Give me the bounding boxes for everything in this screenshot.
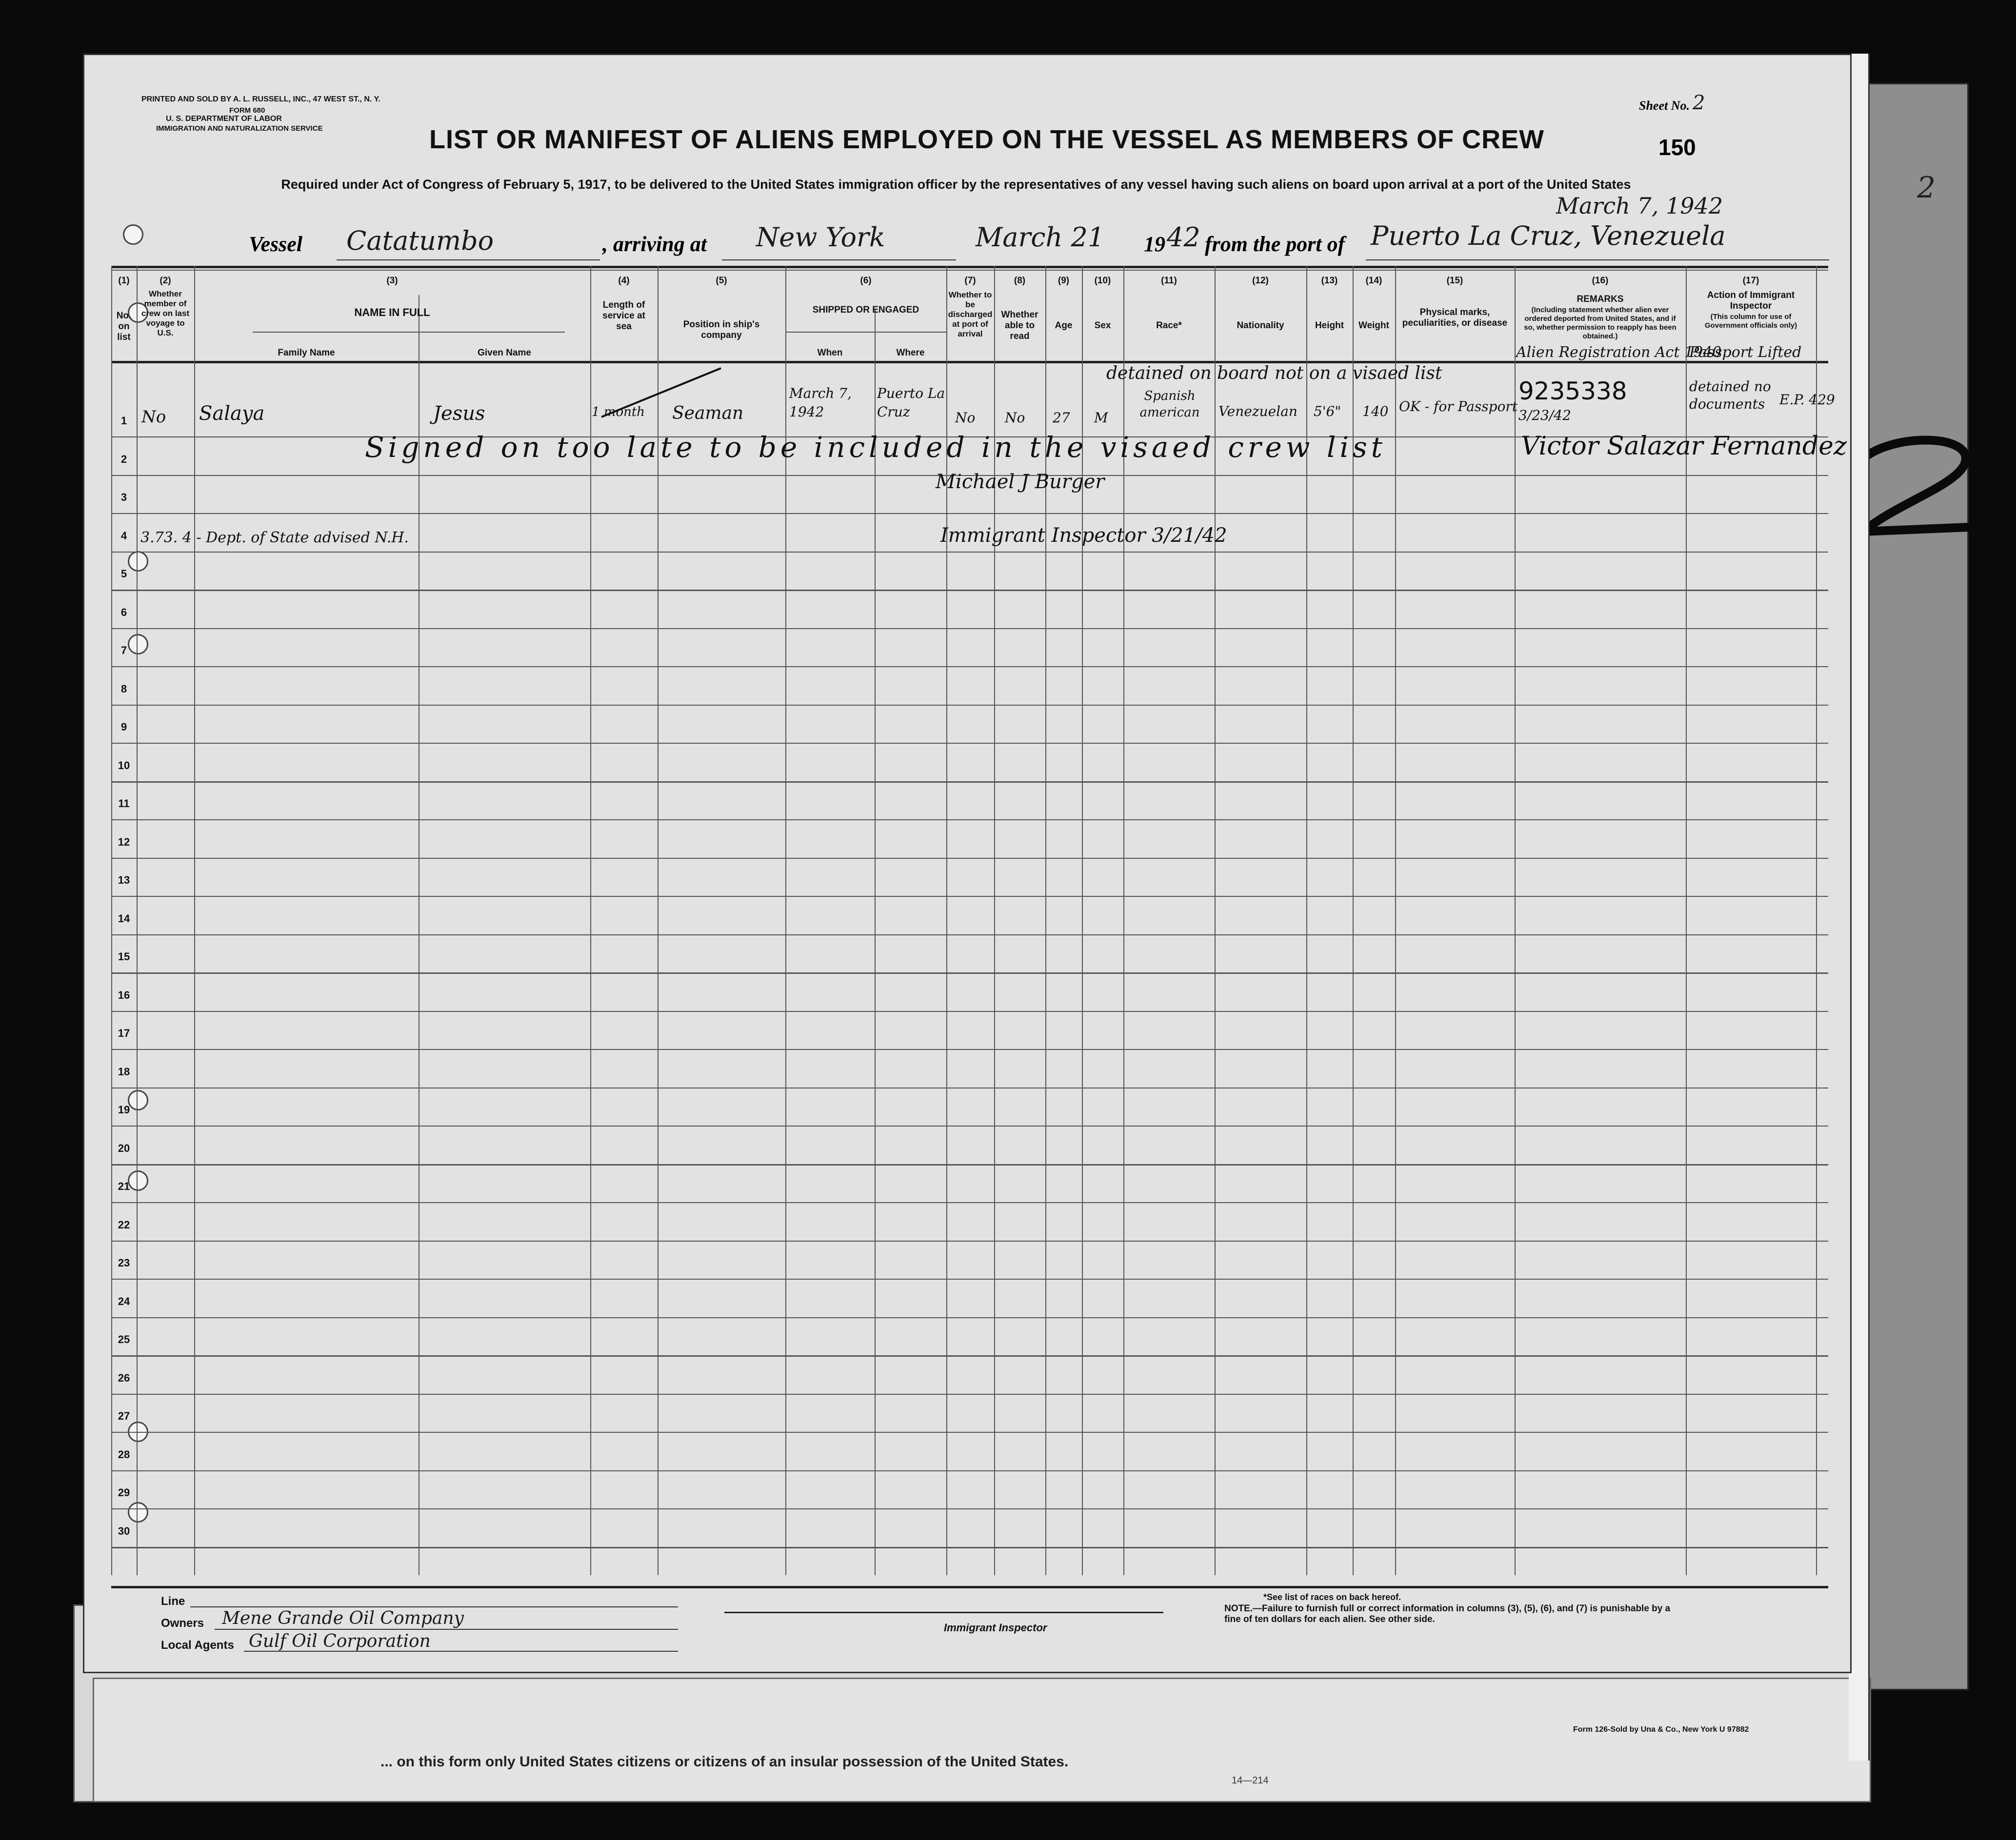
agents-underline: [244, 1651, 678, 1652]
departure-port: Puerto La Cruz, Venezuela: [1371, 220, 1726, 251]
handwritten-date: March 7, 1942: [1556, 193, 1723, 219]
col-line: [137, 266, 138, 1575]
row-rule: [111, 1432, 1828, 1433]
col12-number: (12): [1252, 276, 1269, 286]
row-rule: [111, 1547, 1828, 1548]
col16-subtext: (Including statement whether alien ever ordered deported from United States, and if so, whether permission to reapply has been obtained.): [1524, 306, 1677, 340]
col17-label: Action of Immigrant Inspector: [1707, 290, 1795, 311]
row-number: 23: [118, 1257, 130, 1269]
col-line: [1395, 266, 1396, 1575]
col14-label: Weight: [1358, 320, 1389, 331]
agents-label: Local Agents: [161, 1639, 234, 1652]
col6-number: (6): [860, 276, 872, 286]
row-number: 27: [118, 1410, 130, 1422]
agents-value: Gulf Oil Corporation: [249, 1631, 431, 1651]
form-number: FORM 680: [229, 106, 265, 115]
inspector-line: Immigrant Inspector 3/21/42: [940, 524, 1227, 547]
row-rule: [111, 858, 1828, 859]
row-rule: [111, 934, 1828, 935]
col7-number: (7): [964, 276, 976, 286]
row1-family-name: Salaya: [199, 402, 265, 425]
col2-number: (2): [160, 276, 171, 286]
row-rule: [111, 1202, 1828, 1203]
row-rule: [111, 628, 1828, 629]
row-number: 6: [120, 606, 127, 618]
year-prefix: 19: [1144, 232, 1165, 256]
row2-note: Signed on too late to be included in the visaed crew list: [365, 431, 1387, 464]
col4-label: Length of service at sea: [602, 300, 645, 332]
col16-number: (16): [1592, 276, 1609, 286]
row1-last-voyage: No: [141, 407, 166, 427]
underlying-sheet-code: 14—214: [1232, 1775, 1269, 1786]
row1-where: Puerto La Cruz: [877, 385, 945, 420]
row-number: 21: [118, 1180, 130, 1192]
row1-sex: M: [1094, 410, 1108, 426]
col2-label: Whether member of crew on last voyage to U.S.: [141, 289, 190, 337]
row1-action: detained no documents: [1689, 378, 1771, 412]
row-number: 8: [120, 682, 127, 695]
col11-label: Race*: [1156, 320, 1182, 331]
page-number: 150: [1658, 135, 1696, 160]
owners-label: Owners: [161, 1617, 204, 1630]
row-number: 25: [118, 1333, 130, 1345]
row-number: 16: [118, 989, 130, 1001]
col-line: [875, 310, 876, 1575]
margin-mark: 2: [1917, 171, 1936, 205]
table-top-rule: [111, 266, 1828, 268]
row-rule: [111, 1394, 1828, 1395]
port-underline: [1366, 259, 1829, 260]
col-line: [1515, 266, 1516, 1575]
row-number: 3: [120, 491, 127, 503]
col16-label: REMARKS: [1577, 294, 1624, 304]
col6-where: Where: [896, 348, 925, 358]
arriving-label: , arriving at: [602, 232, 707, 256]
row-number: 13: [118, 874, 130, 886]
col3-family-name: Family Name: [278, 348, 335, 358]
vessel-label: Vessel: [249, 232, 302, 256]
col4-number: (4): [618, 276, 630, 286]
col10-number: (10): [1094, 276, 1111, 286]
row-number: 10: [118, 759, 130, 772]
sheet-edge: [1849, 54, 1870, 1761]
row-number: 14: [118, 912, 130, 925]
row-number: 19: [118, 1104, 130, 1116]
line-underline: [190, 1606, 678, 1607]
col13-label: Height: [1315, 320, 1344, 331]
row-rule: [111, 1279, 1828, 1280]
row1-position: Seaman: [672, 403, 744, 423]
row-number: 7: [120, 644, 127, 656]
row-number: 1: [120, 415, 127, 427]
printer-credit: PRINTED AND SOLD BY A. L. RUSSELL, INC., 47 WEST ST., N. Y.: [141, 95, 380, 103]
row-rule: [111, 1470, 1828, 1471]
underlying-sheet-footnote: ... on this form only United States citizens or citizens of an insular possession of the United States.: [380, 1754, 1069, 1770]
row1-service: 1 month: [592, 405, 645, 419]
from-port-label: from the port of: [1205, 232, 1345, 256]
form-title: LIST OR MANIFEST OF ALIENS EMPLOYED ON THE VESSEL AS MEMBERS OF CREW: [429, 125, 1545, 154]
col12-label: Nationality: [1237, 320, 1284, 331]
col6-label: SHIPPED OR ENGAGED: [812, 305, 919, 315]
row1-when: March 7, 1942: [789, 385, 852, 420]
row2-remarks-name: Victor Salazar Fernandez: [1521, 432, 1847, 461]
row1-age: 27: [1053, 410, 1070, 426]
row1-remarks: 9235338: [1518, 377, 1627, 405]
col7-label: Whether to be discharged at port of arrival: [948, 290, 993, 338]
inspector-signature-line: [724, 1612, 1163, 1613]
row-rule: [111, 1317, 1828, 1318]
table-bottom-rule: [111, 1586, 1828, 1588]
col3-label: NAME IN FULL: [354, 306, 430, 318]
col9-number: (9): [1058, 276, 1070, 286]
row-rule: [111, 552, 1828, 553]
manifest-table: [111, 266, 1847, 1575]
col11-number: (11): [1161, 276, 1177, 286]
form-print-note: Form 126-Sold by Una & Co., New York U 97882: [1573, 1725, 1749, 1734]
row-rule: [111, 1126, 1828, 1127]
row-number: 12: [118, 835, 130, 848]
row1-action-code: E.P. 429: [1779, 392, 1835, 408]
registration-note: Alien Registration Act 1940: [1516, 344, 1722, 361]
row-rule: [111, 1355, 1828, 1357]
col8-number: (8): [1014, 276, 1026, 286]
service-name: IMMIGRATION AND NATURALIZATION SERVICE: [156, 124, 323, 133]
col14-number: (14): [1365, 276, 1382, 286]
col3-number: (3): [386, 276, 398, 286]
row-rule: [111, 781, 1828, 783]
row-number: 20: [118, 1142, 130, 1154]
row-number: 4: [120, 529, 127, 542]
row-rule: [111, 743, 1828, 744]
row1-read: No: [1005, 410, 1025, 426]
col15-label: Physical marks, peculiarities, or disease: [1402, 307, 1508, 328]
row-rule: [111, 1241, 1828, 1242]
table-top-rule-inner: [111, 270, 1828, 271]
col3-given-name: Given Name: [478, 348, 531, 358]
vessel-name: Catatumbo: [346, 225, 494, 256]
row-rule: [111, 819, 1828, 820]
row-rule: [111, 590, 1828, 591]
underlying-sheet-lower: [93, 1678, 1871, 1802]
owners-value: Mene Grande Oil Company: [222, 1608, 464, 1628]
passport-note: Passport Lifted: [1689, 344, 1802, 361]
row-rule: [111, 1011, 1828, 1012]
row1-nationality: Venezuelan: [1218, 403, 1297, 419]
row1-race: Spanish american: [1139, 389, 1200, 420]
row-number: 26: [118, 1371, 130, 1384]
line-label: Line: [161, 1595, 185, 1608]
arrival-port: New York: [756, 222, 885, 253]
row-number: 22: [118, 1218, 130, 1231]
races-note: *See list of races on back hereof.: [1263, 1592, 1401, 1602]
row-rule: [111, 513, 1828, 514]
vessel-underline: [337, 259, 600, 260]
row-number: 9: [120, 721, 127, 733]
row1-discharged: No: [955, 410, 976, 426]
row1-height: 5'6": [1314, 403, 1341, 419]
col5-label: Position in ship's company: [683, 319, 760, 340]
col-line: [1816, 266, 1817, 1575]
inspector-label: Immigrant Inspector: [944, 1622, 1047, 1634]
col17-subtext: (This column for use of Government officials only): [1704, 313, 1797, 330]
row-number: 17: [118, 1027, 130, 1039]
row1-remarks-date: 3/23/42: [1518, 407, 1571, 423]
sheet-label: Sheet No.: [1639, 99, 1690, 113]
row-number: 29: [118, 1486, 130, 1499]
fine-note: NOTE.—Failure to furnish full or correct information in columns (3), (5), (6), and (7) is punishable by a fine of ten dollars for each alien. See other side.: [1224, 1603, 1671, 1624]
col8-label: Whether able to read: [1001, 310, 1038, 341]
sheet-number: 2: [1693, 92, 1705, 114]
service-strike: [599, 366, 726, 419]
detained-note: detained on board not on a visaed list: [1106, 363, 1442, 383]
col-line: [1686, 266, 1687, 1575]
col5-number: (5): [716, 276, 727, 286]
row-number: 11: [118, 797, 130, 810]
row-rule: [111, 705, 1828, 706]
row-number: 18: [118, 1065, 130, 1078]
col9-label: Age: [1055, 320, 1073, 331]
inspector-signature: Michael J Burger: [936, 471, 1105, 493]
row4-note: 3.73. 4 - Dept. of State advised N.H.: [140, 529, 409, 546]
col13-number: (13): [1321, 276, 1338, 286]
name-subheader-rule: [253, 332, 565, 333]
col17-number: (17): [1742, 276, 1759, 286]
arrival-date: March 21: [976, 222, 1105, 253]
col15-number: (15): [1446, 276, 1463, 286]
row-rule: [111, 1508, 1828, 1509]
arrival-year: 42: [1167, 222, 1200, 253]
row-rule: [111, 1049, 1828, 1050]
binder-hole: [123, 224, 143, 245]
row1-given-name: Jesus: [433, 402, 485, 425]
row-number: 24: [118, 1295, 130, 1307]
form-subtitle: Required under Act of Congress of February 5, 1917, to be delivered to the United States immigration officer by the representatives of any vessel having such aliens on board upon arrival at a port of the United States: [281, 177, 1631, 192]
row1-weight: 140: [1362, 403, 1389, 419]
row-number: 15: [118, 950, 130, 963]
row-number: 30: [118, 1524, 130, 1537]
row-number: 5: [120, 568, 127, 580]
row-rule: [111, 1164, 1828, 1166]
owners-underline: [215, 1629, 678, 1630]
col1-label: No. on list: [116, 311, 132, 342]
row-rule: [111, 666, 1828, 667]
row-rule: [111, 896, 1828, 897]
header-bottom-rule: [111, 361, 1828, 363]
department-name: U. S. DEPARTMENT OF LABOR: [166, 115, 282, 123]
col6-when: When: [817, 348, 843, 358]
col10-label: Sex: [1094, 320, 1111, 331]
shipped-subheader-rule: [785, 332, 946, 333]
row-number: 28: [118, 1448, 130, 1461]
row-number: 2: [120, 453, 127, 465]
margin-large-two: [1854, 429, 1990, 541]
col1-number: (1): [118, 276, 130, 286]
arrival-underline: [722, 259, 956, 260]
col-line: [194, 266, 195, 1575]
row-rule: [111, 972, 1828, 974]
row1-physical: OK - for Passport: [1399, 398, 1518, 415]
